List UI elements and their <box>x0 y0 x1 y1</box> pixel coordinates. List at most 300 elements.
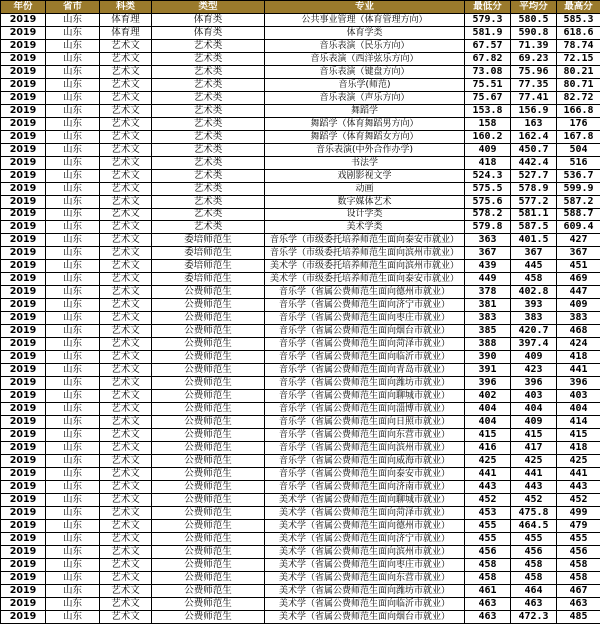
cell-avg-score: 77.41 <box>511 91 557 104</box>
cell-avg-score: 580.5 <box>511 13 557 26</box>
cell-province: 山东 <box>46 441 100 454</box>
cell-avg-score: 472.3 <box>511 610 557 623</box>
cell-year: 2019 <box>1 610 46 623</box>
table-row <box>1 273 600 286</box>
cell-year: 2019 <box>1 104 46 117</box>
cell-province: 山东 <box>46 571 100 584</box>
cell-max-score: 455 <box>557 532 600 545</box>
cell-major: 音乐学（省属公费师范生面向聊城市就业） <box>265 390 465 403</box>
cell-year: 2019 <box>1 571 46 584</box>
cell-max-score: 479 <box>557 519 600 532</box>
cell-subject-category: 艺术文 <box>100 78 152 91</box>
cell-max-score: 424 <box>557 338 600 351</box>
cell-subject-category: 艺术文 <box>100 286 152 299</box>
cell-max-score: 167.8 <box>557 130 600 143</box>
cell-major: 美术学（省属公费师范生面向烟台市就业） <box>265 610 465 623</box>
cell-subject-category: 艺术文 <box>100 91 152 104</box>
cell-avg-score: 443 <box>511 480 557 493</box>
cell-major: 音乐表演（西洋弦乐方向） <box>265 52 465 65</box>
cell-max-score: 499 <box>557 506 600 519</box>
cell-province: 山东 <box>46 428 100 441</box>
cell-major: 音乐学（省属公费师范生面向德州市就业） <box>265 286 465 299</box>
cell-type: 公费师范生 <box>152 390 265 403</box>
cell-min-score: 524.3 <box>465 169 511 182</box>
cell-province: 山东 <box>46 467 100 480</box>
cell-min-score: 153.8 <box>465 104 511 117</box>
cell-major: 美术学类 <box>265 221 465 234</box>
table-row <box>1 104 600 117</box>
table-row <box>1 364 600 377</box>
cell-type: 艺术类 <box>152 78 265 91</box>
table-row <box>1 52 600 65</box>
cell-province: 山东 <box>46 558 100 571</box>
cell-min-score: 385 <box>465 325 511 338</box>
cell-year: 2019 <box>1 338 46 351</box>
table-row <box>1 338 600 351</box>
cell-major: 美术学（省属公费师范生面向德州市就业） <box>265 519 465 532</box>
cell-major: 舞蹈学 <box>265 104 465 117</box>
cell-major: 美术学（省属公费师范生面向临沂市就业） <box>265 597 465 610</box>
cell-max-score: 458 <box>557 558 600 571</box>
table-row <box>1 377 600 390</box>
header-row <box>1 1 600 14</box>
cell-major: 音乐表演（民乐方向） <box>265 39 465 52</box>
cell-type: 艺术类 <box>152 156 265 169</box>
cell-year: 2019 <box>1 260 46 273</box>
cell-max-score: 458 <box>557 571 600 584</box>
cell-avg-score: 527.7 <box>511 169 557 182</box>
cell-year: 2019 <box>1 390 46 403</box>
table-row <box>1 143 600 156</box>
cell-year: 2019 <box>1 117 46 130</box>
cell-major: 美术学（省属公费师范生面向滨州市就业） <box>265 545 465 558</box>
cell-province: 山东 <box>46 143 100 156</box>
cell-major: 美术学（省属公费师范生面向济宁市就业） <box>265 532 465 545</box>
cell-year: 2019 <box>1 506 46 519</box>
cell-province: 山东 <box>46 78 100 91</box>
cell-province: 山东 <box>46 117 100 130</box>
cell-subject-category: 艺术文 <box>100 221 152 234</box>
cell-type: 艺术类 <box>152 182 265 195</box>
cell-province: 山东 <box>46 545 100 558</box>
cell-max-score: 587.2 <box>557 195 600 208</box>
cell-min-score: 456 <box>465 545 511 558</box>
table-row <box>1 325 600 338</box>
cell-province: 山东 <box>46 39 100 52</box>
cell-subject-category: 艺术文 <box>100 234 152 247</box>
cell-subject-category: 艺术文 <box>100 117 152 130</box>
cell-year: 2019 <box>1 273 46 286</box>
cell-year: 2019 <box>1 39 46 52</box>
cell-min-score: 463 <box>465 597 511 610</box>
cell-province: 山东 <box>46 390 100 403</box>
cell-subject-category: 艺术文 <box>100 104 152 117</box>
cell-major: 音乐学（省属公费师范生面向临沂市就业） <box>265 351 465 364</box>
table-row <box>1 532 600 545</box>
table-row <box>1 351 600 364</box>
cell-type: 公费师范生 <box>152 403 265 416</box>
cell-avg-score: 77.35 <box>511 78 557 91</box>
cell-avg-score: 415 <box>511 428 557 441</box>
cell-type: 艺术类 <box>152 169 265 182</box>
cell-year: 2019 <box>1 91 46 104</box>
cell-major: 数字媒体艺术 <box>265 195 465 208</box>
cell-min-score: 158 <box>465 117 511 130</box>
cell-min-score: 390 <box>465 351 511 364</box>
cell-province: 山东 <box>46 403 100 416</box>
cell-major: 设计学类 <box>265 208 465 221</box>
cell-avg-score: 587.5 <box>511 221 557 234</box>
table-row <box>1 221 600 234</box>
cell-max-score: 618.6 <box>557 26 600 39</box>
cell-type: 艺术类 <box>152 221 265 234</box>
cell-min-score: 409 <box>465 143 511 156</box>
cell-year: 2019 <box>1 519 46 532</box>
cell-major: 戏剧影视文学 <box>265 169 465 182</box>
header-year: 年份 <box>1 1 46 14</box>
cell-type: 公费师范生 <box>152 325 265 338</box>
cell-avg-score: 71.39 <box>511 39 557 52</box>
cell-province: 山东 <box>46 351 100 364</box>
cell-subject-category: 艺术文 <box>100 351 152 364</box>
cell-min-score: 75.67 <box>465 91 511 104</box>
cell-year: 2019 <box>1 545 46 558</box>
cell-major: 音乐学（省属公费师范生面向枣庄市就业） <box>265 312 465 325</box>
cell-type: 公费师范生 <box>152 441 265 454</box>
cell-major: 音乐表演（键盘方向） <box>265 65 465 78</box>
cell-year: 2019 <box>1 312 46 325</box>
cell-year: 2019 <box>1 558 46 571</box>
cell-max-score: 451 <box>557 260 600 273</box>
cell-province: 山东 <box>46 377 100 390</box>
cell-min-score: 461 <box>465 584 511 597</box>
cell-subject-category: 艺术文 <box>100 52 152 65</box>
cell-province: 山东 <box>46 325 100 338</box>
cell-major: 动画 <box>265 182 465 195</box>
cell-year: 2019 <box>1 221 46 234</box>
cell-min-score: 388 <box>465 338 511 351</box>
cell-subject-category: 艺术文 <box>100 195 152 208</box>
cell-min-score: 391 <box>465 364 511 377</box>
cell-avg-score: 458 <box>511 273 557 286</box>
cell-year: 2019 <box>1 169 46 182</box>
cell-avg-score: 455 <box>511 532 557 545</box>
cell-year: 2019 <box>1 403 46 416</box>
cell-province: 山东 <box>46 584 100 597</box>
cell-major: 美术学（省属公费师范生面向东营市就业） <box>265 571 465 584</box>
table-row <box>1 130 600 143</box>
cell-year: 2019 <box>1 26 46 39</box>
cell-subject-category: 艺术文 <box>100 338 152 351</box>
cell-subject-category: 艺术文 <box>100 480 152 493</box>
cell-avg-score: 383 <box>511 312 557 325</box>
cell-avg-score: 441 <box>511 467 557 480</box>
cell-avg-score: 463 <box>511 597 557 610</box>
cell-max-score: 588.7 <box>557 208 600 221</box>
cell-type: 公费师范生 <box>152 545 265 558</box>
cell-type: 艺术类 <box>152 39 265 52</box>
cell-avg-score: 69.23 <box>511 52 557 65</box>
cell-type: 艺术类 <box>152 143 265 156</box>
cell-avg-score: 458 <box>511 571 557 584</box>
cell-subject-category: 艺术文 <box>100 65 152 78</box>
table-row <box>1 169 600 182</box>
cell-subject-category: 艺术文 <box>100 312 152 325</box>
cell-province: 山东 <box>46 260 100 273</box>
cell-max-score: 72.15 <box>557 52 600 65</box>
cell-province: 山东 <box>46 13 100 26</box>
table-row <box>1 390 600 403</box>
cell-min-score: 67.82 <box>465 52 511 65</box>
cell-subject-category: 艺术文 <box>100 260 152 273</box>
cell-year: 2019 <box>1 130 46 143</box>
cell-max-score: 166.8 <box>557 104 600 117</box>
cell-type: 委培师范生 <box>152 260 265 273</box>
cell-avg-score: 393 <box>511 299 557 312</box>
table-header <box>1 1 600 14</box>
cell-province: 山东 <box>46 156 100 169</box>
cell-year: 2019 <box>1 208 46 221</box>
cell-min-score: 441 <box>465 467 511 480</box>
cell-avg-score: 425 <box>511 454 557 467</box>
cell-max-score: 367 <box>557 247 600 260</box>
cell-min-score: 463 <box>465 610 511 623</box>
cell-year: 2019 <box>1 78 46 91</box>
cell-subject-category: 艺术文 <box>100 130 152 143</box>
cell-province: 山东 <box>46 610 100 623</box>
cell-subject-category: 艺术文 <box>100 441 152 454</box>
cell-province: 山东 <box>46 597 100 610</box>
cell-avg-score: 450.7 <box>511 143 557 156</box>
cell-type: 委培师范生 <box>152 247 265 260</box>
cell-province: 山东 <box>46 338 100 351</box>
cell-subject-category: 艺术文 <box>100 39 152 52</box>
cell-major: 音乐学（省属公费师范生面向济南市就业） <box>265 480 465 493</box>
cell-year: 2019 <box>1 416 46 429</box>
header-avg-score: 平均分 <box>511 1 557 14</box>
cell-year: 2019 <box>1 428 46 441</box>
cell-province: 山东 <box>46 234 100 247</box>
cell-type: 艺术类 <box>152 130 265 143</box>
cell-max-score: 425 <box>557 454 600 467</box>
cell-type: 公费师范生 <box>152 454 265 467</box>
cell-province: 山东 <box>46 273 100 286</box>
cell-type: 公费师范生 <box>152 351 265 364</box>
cell-type: 公费师范生 <box>152 428 265 441</box>
cell-subject-category: 艺术文 <box>100 273 152 286</box>
cell-type: 公费师范生 <box>152 519 265 532</box>
cell-avg-score: 402.8 <box>511 286 557 299</box>
cell-major: 音乐学（省属公费师范生面向菏泽市就业） <box>265 338 465 351</box>
cell-major: 音乐学（省属公费师范生面向潍坊市就业） <box>265 377 465 390</box>
cell-major: 舞蹈学（体育舞蹈女方向） <box>265 130 465 143</box>
table-row <box>1 182 600 195</box>
cell-max-score: 536.7 <box>557 169 600 182</box>
cell-subject-category: 艺术文 <box>100 597 152 610</box>
cell-min-score: 75.51 <box>465 78 511 91</box>
header-province: 省市 <box>46 1 100 14</box>
cell-type: 艺术类 <box>152 104 265 117</box>
header-min-score: 最低分 <box>465 1 511 14</box>
cell-max-score: 599.9 <box>557 182 600 195</box>
cell-max-score: 396 <box>557 377 600 390</box>
cell-subject-category: 艺术文 <box>100 390 152 403</box>
cell-max-score: 403 <box>557 390 600 403</box>
table-row <box>1 403 600 416</box>
cell-min-score: 439 <box>465 260 511 273</box>
cell-type: 艺术类 <box>152 195 265 208</box>
cell-type: 公费师范生 <box>152 467 265 480</box>
cell-type: 公费师范生 <box>152 286 265 299</box>
cell-type: 公费师范生 <box>152 584 265 597</box>
cell-province: 山东 <box>46 91 100 104</box>
cell-major: 体育学类 <box>265 26 465 39</box>
cell-year: 2019 <box>1 454 46 467</box>
cell-avg-score: 409 <box>511 416 557 429</box>
cell-province: 山东 <box>46 208 100 221</box>
cell-province: 山东 <box>46 195 100 208</box>
cell-subject-category: 艺术文 <box>100 156 152 169</box>
cell-avg-score: 404 <box>511 403 557 416</box>
cell-year: 2019 <box>1 351 46 364</box>
cell-year: 2019 <box>1 234 46 247</box>
table-row <box>1 195 600 208</box>
cell-subject-category: 体育理 <box>100 13 152 26</box>
cell-type: 公费师范生 <box>152 480 265 493</box>
cell-min-score: 455 <box>465 532 511 545</box>
cell-major: 音乐学（省属公费师范生面向淄博市就业） <box>265 403 465 416</box>
cell-province: 山东 <box>46 416 100 429</box>
cell-type: 公费师范生 <box>152 312 265 325</box>
cell-max-score: 504 <box>557 143 600 156</box>
cell-subject-category: 艺术文 <box>100 467 152 480</box>
cell-min-score: 579.8 <box>465 221 511 234</box>
cell-max-score: 404 <box>557 403 600 416</box>
cell-major: 舞蹈学（体育舞蹈男方向） <box>265 117 465 130</box>
cell-max-score: 80.71 <box>557 78 600 91</box>
cell-avg-score: 367 <box>511 247 557 260</box>
cell-avg-score: 75.96 <box>511 65 557 78</box>
cell-year: 2019 <box>1 441 46 454</box>
cell-year: 2019 <box>1 325 46 338</box>
cell-avg-score: 445 <box>511 260 557 273</box>
cell-type: 公费师范生 <box>152 364 265 377</box>
cell-avg-score: 403 <box>511 390 557 403</box>
cell-avg-score: 396 <box>511 377 557 390</box>
cell-province: 山东 <box>46 532 100 545</box>
table-row <box>1 208 600 221</box>
cell-type: 艺术类 <box>152 117 265 130</box>
cell-avg-score: 156.9 <box>511 104 557 117</box>
cell-avg-score: 420.7 <box>511 325 557 338</box>
cell-avg-score: 456 <box>511 545 557 558</box>
cell-max-score: 463 <box>557 597 600 610</box>
cell-subject-category: 艺术文 <box>100 143 152 156</box>
cell-subject-category: 艺术文 <box>100 325 152 338</box>
cell-type: 公费师范生 <box>152 493 265 506</box>
cell-province: 山东 <box>46 169 100 182</box>
cell-year: 2019 <box>1 584 46 597</box>
cell-avg-score: 581.1 <box>511 208 557 221</box>
cell-max-score: 447 <box>557 286 600 299</box>
cell-subject-category: 艺术文 <box>100 169 152 182</box>
cell-min-score: 396 <box>465 377 511 390</box>
cell-max-score: 78.74 <box>557 39 600 52</box>
table-row <box>1 480 600 493</box>
cell-major: 美术学（省属公费师范生面向聊城市就业） <box>265 493 465 506</box>
cell-year: 2019 <box>1 143 46 156</box>
cell-min-score: 458 <box>465 571 511 584</box>
cell-max-score: 443 <box>557 480 600 493</box>
table-row <box>1 234 600 247</box>
table-row <box>1 610 600 623</box>
cell-major: 音乐学（省属公费师范生面向滨州市就业） <box>265 441 465 454</box>
cell-province: 山东 <box>46 506 100 519</box>
cell-avg-score: 397.4 <box>511 338 557 351</box>
cell-min-score: 575.5 <box>465 182 511 195</box>
cell-type: 公费师范生 <box>152 597 265 610</box>
cell-major: 美术学（省属公费师范生面向枣庄市就业） <box>265 558 465 571</box>
table-row <box>1 454 600 467</box>
cell-avg-score: 590.8 <box>511 26 557 39</box>
cell-type: 公费师范生 <box>152 299 265 312</box>
cell-max-score: 516 <box>557 156 600 169</box>
cell-min-score: 452 <box>465 493 511 506</box>
cell-province: 山东 <box>46 312 100 325</box>
cell-major: 音乐学（省属公费师范生面向烟台市就业） <box>265 325 465 338</box>
header-subject-category: 科类 <box>100 1 152 14</box>
header-type: 类型 <box>152 1 265 14</box>
table-row <box>1 78 600 91</box>
cell-type: 艺术类 <box>152 91 265 104</box>
cell-subject-category: 艺术文 <box>100 571 152 584</box>
cell-min-score: 575.6 <box>465 195 511 208</box>
cell-subject-category: 艺术文 <box>100 558 152 571</box>
cell-major: 美术学（省属公费师范生面向菏泽市就业） <box>265 506 465 519</box>
table-row <box>1 441 600 454</box>
cell-avg-score: 163 <box>511 117 557 130</box>
table-row <box>1 519 600 532</box>
cell-min-score: 367 <box>465 247 511 260</box>
cell-min-score: 453 <box>465 506 511 519</box>
cell-major: 音乐学（市级委托培养师范生面向泰安市就业） <box>265 234 465 247</box>
table-row <box>1 247 600 260</box>
cell-min-score: 402 <box>465 390 511 403</box>
table-row <box>1 571 600 584</box>
cell-min-score: 415 <box>465 428 511 441</box>
cell-major: 音乐学（省属公费师范生面向日照市就业） <box>265 416 465 429</box>
cell-year: 2019 <box>1 480 46 493</box>
cell-province: 山东 <box>46 104 100 117</box>
cell-type: 艺术类 <box>152 208 265 221</box>
cell-min-score: 404 <box>465 403 511 416</box>
cell-type: 体育类 <box>152 13 265 26</box>
cell-type: 委培师范生 <box>152 273 265 286</box>
cell-subject-category: 艺术文 <box>100 403 152 416</box>
table-row <box>1 26 600 39</box>
cell-avg-score: 464.5 <box>511 519 557 532</box>
cell-subject-category: 艺术文 <box>100 493 152 506</box>
cell-year: 2019 <box>1 52 46 65</box>
cell-subject-category: 艺术文 <box>100 584 152 597</box>
cell-max-score: 585.3 <box>557 13 600 26</box>
cell-year: 2019 <box>1 467 46 480</box>
cell-type: 公费师范生 <box>152 416 265 429</box>
cell-min-score: 581.9 <box>465 26 511 39</box>
cell-min-score: 381 <box>465 299 511 312</box>
cell-max-score: 418 <box>557 441 600 454</box>
table-row <box>1 506 600 519</box>
